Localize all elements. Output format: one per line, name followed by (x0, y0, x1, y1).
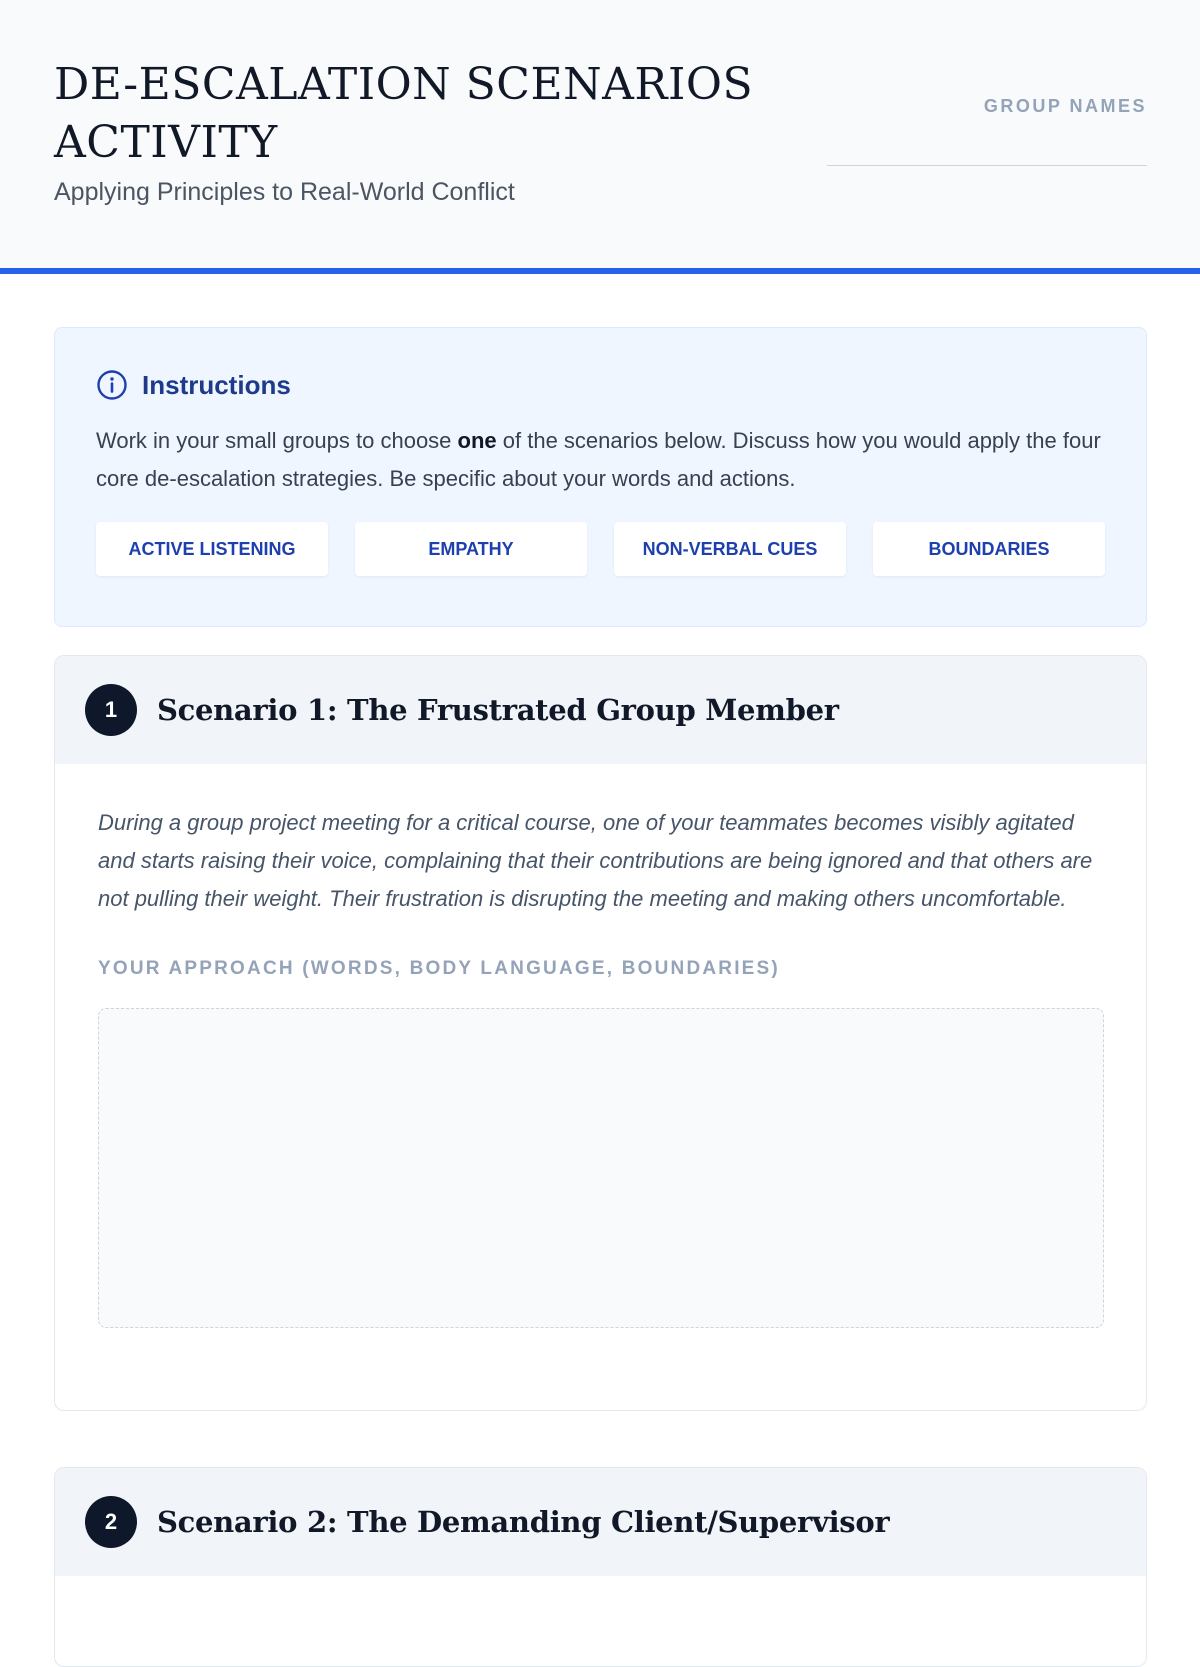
scenario-card-1 (54, 655, 1147, 1411)
instructions-text (96, 422, 1106, 498)
group-names-write-line[interactable] (827, 165, 1147, 166)
instructions-text-emphasis: one (457, 428, 497, 453)
approach-label: YOUR APPROACH (WORDS, BODY LANGUAGE, BOUNDARIES) (98, 958, 780, 979)
scenario-body (55, 764, 1146, 1328)
scenario-title: Scenario 2: The Demanding Client/Supervisor (157, 1505, 890, 1539)
instructions-title: Instructions (142, 369, 291, 400)
page-header (0, 0, 1200, 274)
page-subtitle: Applying Principles to Real-World Conflict (54, 178, 515, 206)
scenario-title: Scenario 1: The Frustrated Group Member (157, 693, 839, 727)
instructions-card (54, 327, 1147, 627)
scenario-header (55, 656, 1146, 764)
strategy-active-listening: ACTIVE LISTENING (96, 522, 328, 576)
info-icon (96, 369, 128, 401)
strategy-list (96, 522, 1106, 576)
scenario-number-badge: 2 (85, 1496, 137, 1548)
instructions-text-part: of the scenarios below. Discuss how you would apply the four core de-escalation strategies. Be specific about your words and actions. (96, 428, 1101, 491)
strategy-non-verbal-cues: NON-VERBAL CUES (614, 522, 846, 576)
scenario-number-badge: 1 (85, 684, 137, 736)
group-names-label: GROUP NAMES (983, 96, 1147, 116)
scenario-header (55, 1468, 1146, 1576)
page-title: DE-ESCALATION SCENARIOS ACTIVITY (54, 59, 754, 168)
instructions-header (96, 366, 1106, 404)
strategy-boundaries: BOUNDARIES (873, 522, 1105, 576)
instructions-text-part: Work in your small groups to choose (96, 428, 458, 453)
approach-answer-box[interactable] (98, 1008, 1104, 1328)
strategy-empathy: EMPATHY (355, 522, 587, 576)
scenario-description: During a group project meeting for a critical course, one of your teammates becomes visibly agitated and starts raising their voice, complaining that their contributions are being ignored and that others are not pulling their weight. Their frustration is disrupting the meeting and making others uncomfortable. (98, 810, 1093, 911)
scenario-card-2 (54, 1467, 1147, 1667)
group-names-field (827, 96, 1147, 166)
